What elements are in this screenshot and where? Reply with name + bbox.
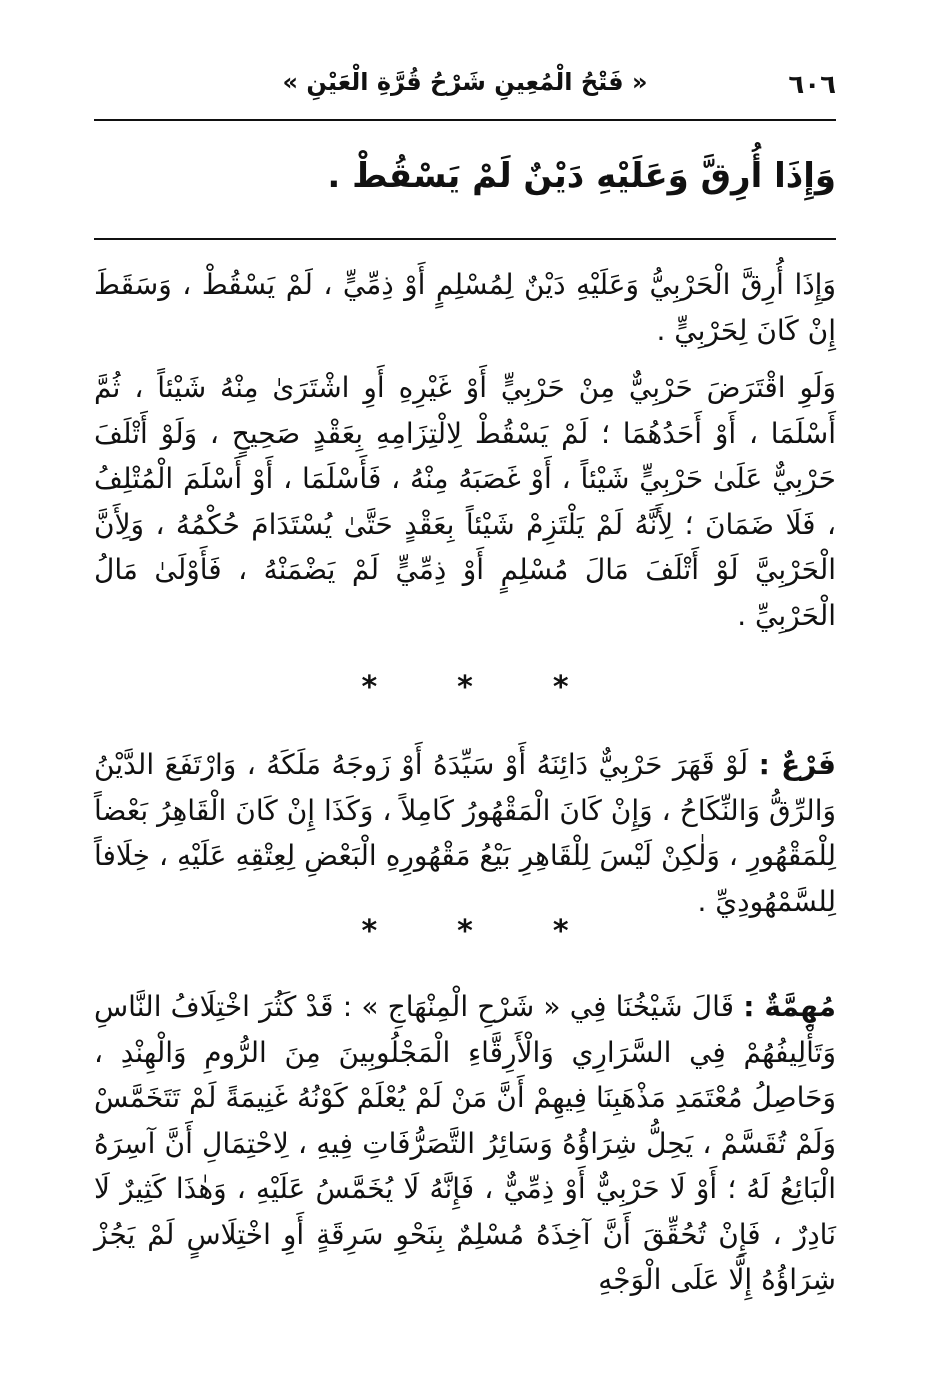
far-section (94, 742, 836, 924)
commentary-paragraph: وَإِذَا أُرِقَّ الْحَرْبِيُّ وَعَلَيْهِ دَيْنٌ لِمُسْلِمٍ أَوْ ذِمِّيٍّ ، لَمْ يَسْقُطْ ، وَسَقَطَ إِنْ كَانَ لِحَرْبِيٍّ . (94, 268, 836, 347)
muhimma-text: قَالَ شَيْخُنَا فِي « شَرْحِ الْمِنْهَاجِ » : قَدْ كَثُرَ اخْتِلَافُ النَّاسِ وَتَأْلِيفُهُمْ فِي السَّرَارِي وَالْأَرِقَّاءِ الْمَجْلُوبِينَ مِنَ الرُّومِ وَالْهِنْدِ ، وَحَاصِلُ مُعْتَمَدِ مَذْهَبِنَا فِيهِمْ أَنَّ مَنْ لَمْ يُعْلَمْ كَوْنُهُ غَنِيمَةً لَمْ تَتَخَمَّسْ وَلَمْ تُقَسَّمْ ، يَحِلُّ شِرَاؤُهُ وَسَائِرُ التَّصَرُّفَاتِ فِيهِ ، لِاحْتِمَالِ أَنَّ آسِرَهُ الْبَائِعُ لَهُ ؛ أَوْ لَا حَرْبِيٌّ أَوْ ذِمِّيٌّ ، فَإِنَّهُ لَا يُخَمَّسُ عَلَيْهِ ، وَهٰذَا كَثِيرٌ لَا نَادِرٌ ، فَإِنْ تُحُقِّقَ أَنَّ آخِذَهُ مُسْلِمٌ بِنَحْوِ سَرِقَةٍ أَوِ اخْتِلَاسٍ لَمْ يَجُزْ شِرَاؤُهُ إِلَّا عَلَى الْوَجْهِ (94, 990, 836, 1296)
far-paragraph (94, 742, 836, 924)
commentary-paragraph: وَلَوِ اقْتَرَضَ حَرْبِيٌّ مِنْ حَرْبِيٍّ أَوْ غَيْرِهِ أَوِ اشْتَرَىٰ مِنْهُ شَيْئاً ، ثُمَّ أَسْلَمَا ، أَوْ أَحَدُهُمَا ؛ لَمْ يَسْقُطْ لِالْتِزَامِهِ بِعَقْدٍ صَحِيحٍ ، وَلَوْ أَتْلَفَ حَرْبِيٌّ عَلَىٰ حَرْبِيٍّ شَيْئاً ، أَوْ غَصَبَهُ مِنْهُ ، فَأَسْلَمَا ، أَوْ أَسْلَمَ الْمُتْلِفُ ، فَلَا ضَمَانَ ؛ لِأَنَّهُ لَمْ يَلْتَزِمْ شَيْئاً بِعَقْدٍ حَتَّىٰ يُسْتَدَامَ حُكْمُهُ ، وَلِأَنَّ الْحَرْبِيَّ لَوْ أَتْلَفَ مَالَ مُسْلِمٍ أَوْ ذِمِّيٍّ لَمْ يَضْمَنْهُ ، فَأَوْلَىٰ مَالُ الْحَرْبِيِّ . (94, 371, 836, 632)
muhimma-paragraph (94, 984, 836, 1303)
muhimma-heading: مُهِمَّةٌ : (743, 990, 836, 1023)
section-separator (94, 912, 836, 952)
muhimma-section (94, 984, 836, 1303)
page-header (94, 66, 836, 118)
header-divider (94, 119, 836, 121)
separator-star: * (361, 670, 378, 705)
matn-divider (94, 238, 836, 240)
separator-star: * (457, 670, 473, 705)
commentary-section (94, 262, 836, 638)
far-heading: فَرْعٌ : (758, 748, 837, 781)
running-title: « فَتْحُ الْمُعِينِ شَرْحُ قُرَّةِ الْعَيْنِ » (282, 68, 648, 96)
separator-star: * (552, 670, 569, 705)
far-text: لَوْ قَهَرَ حَرْبِيٌّ دَائِنَهُ أَوْ سَيِّدَهُ أَوْ زَوجَهُ مَلَكَهُ ، وَارْتَفَعَ الدَّيْنُ وَالرِّقُّ وَالنِّكَاحُ ، وَإِنْ كَانَ الْمَقْهُورُ كَامِلاً ، وَكَذَا إِنْ كَانَ الْقَاهِرُ بَعْضاً لِلْمَقْهُورِ ، وَلٰكِنْ لَيْسَ لِلْقَاهِرِ بَيْعُ مَقْهُورِهِ الْبَعْضِ لِعِتْقِهِ عَلَيْهِ ، خِلَافاً لِلسَّمْهُودِيِّ . (94, 748, 836, 918)
separator-star: * (457, 914, 473, 949)
separator-star: * (552, 914, 569, 949)
matn-text: وَإِذَا أُرِقَّ وَعَلَيْهِ دَيْنٌ لَمْ يَسْقُطْ . (327, 156, 836, 196)
separator-star: * (361, 914, 378, 949)
section-separator (94, 668, 836, 708)
page-number: ٦٠٦ (788, 70, 836, 100)
